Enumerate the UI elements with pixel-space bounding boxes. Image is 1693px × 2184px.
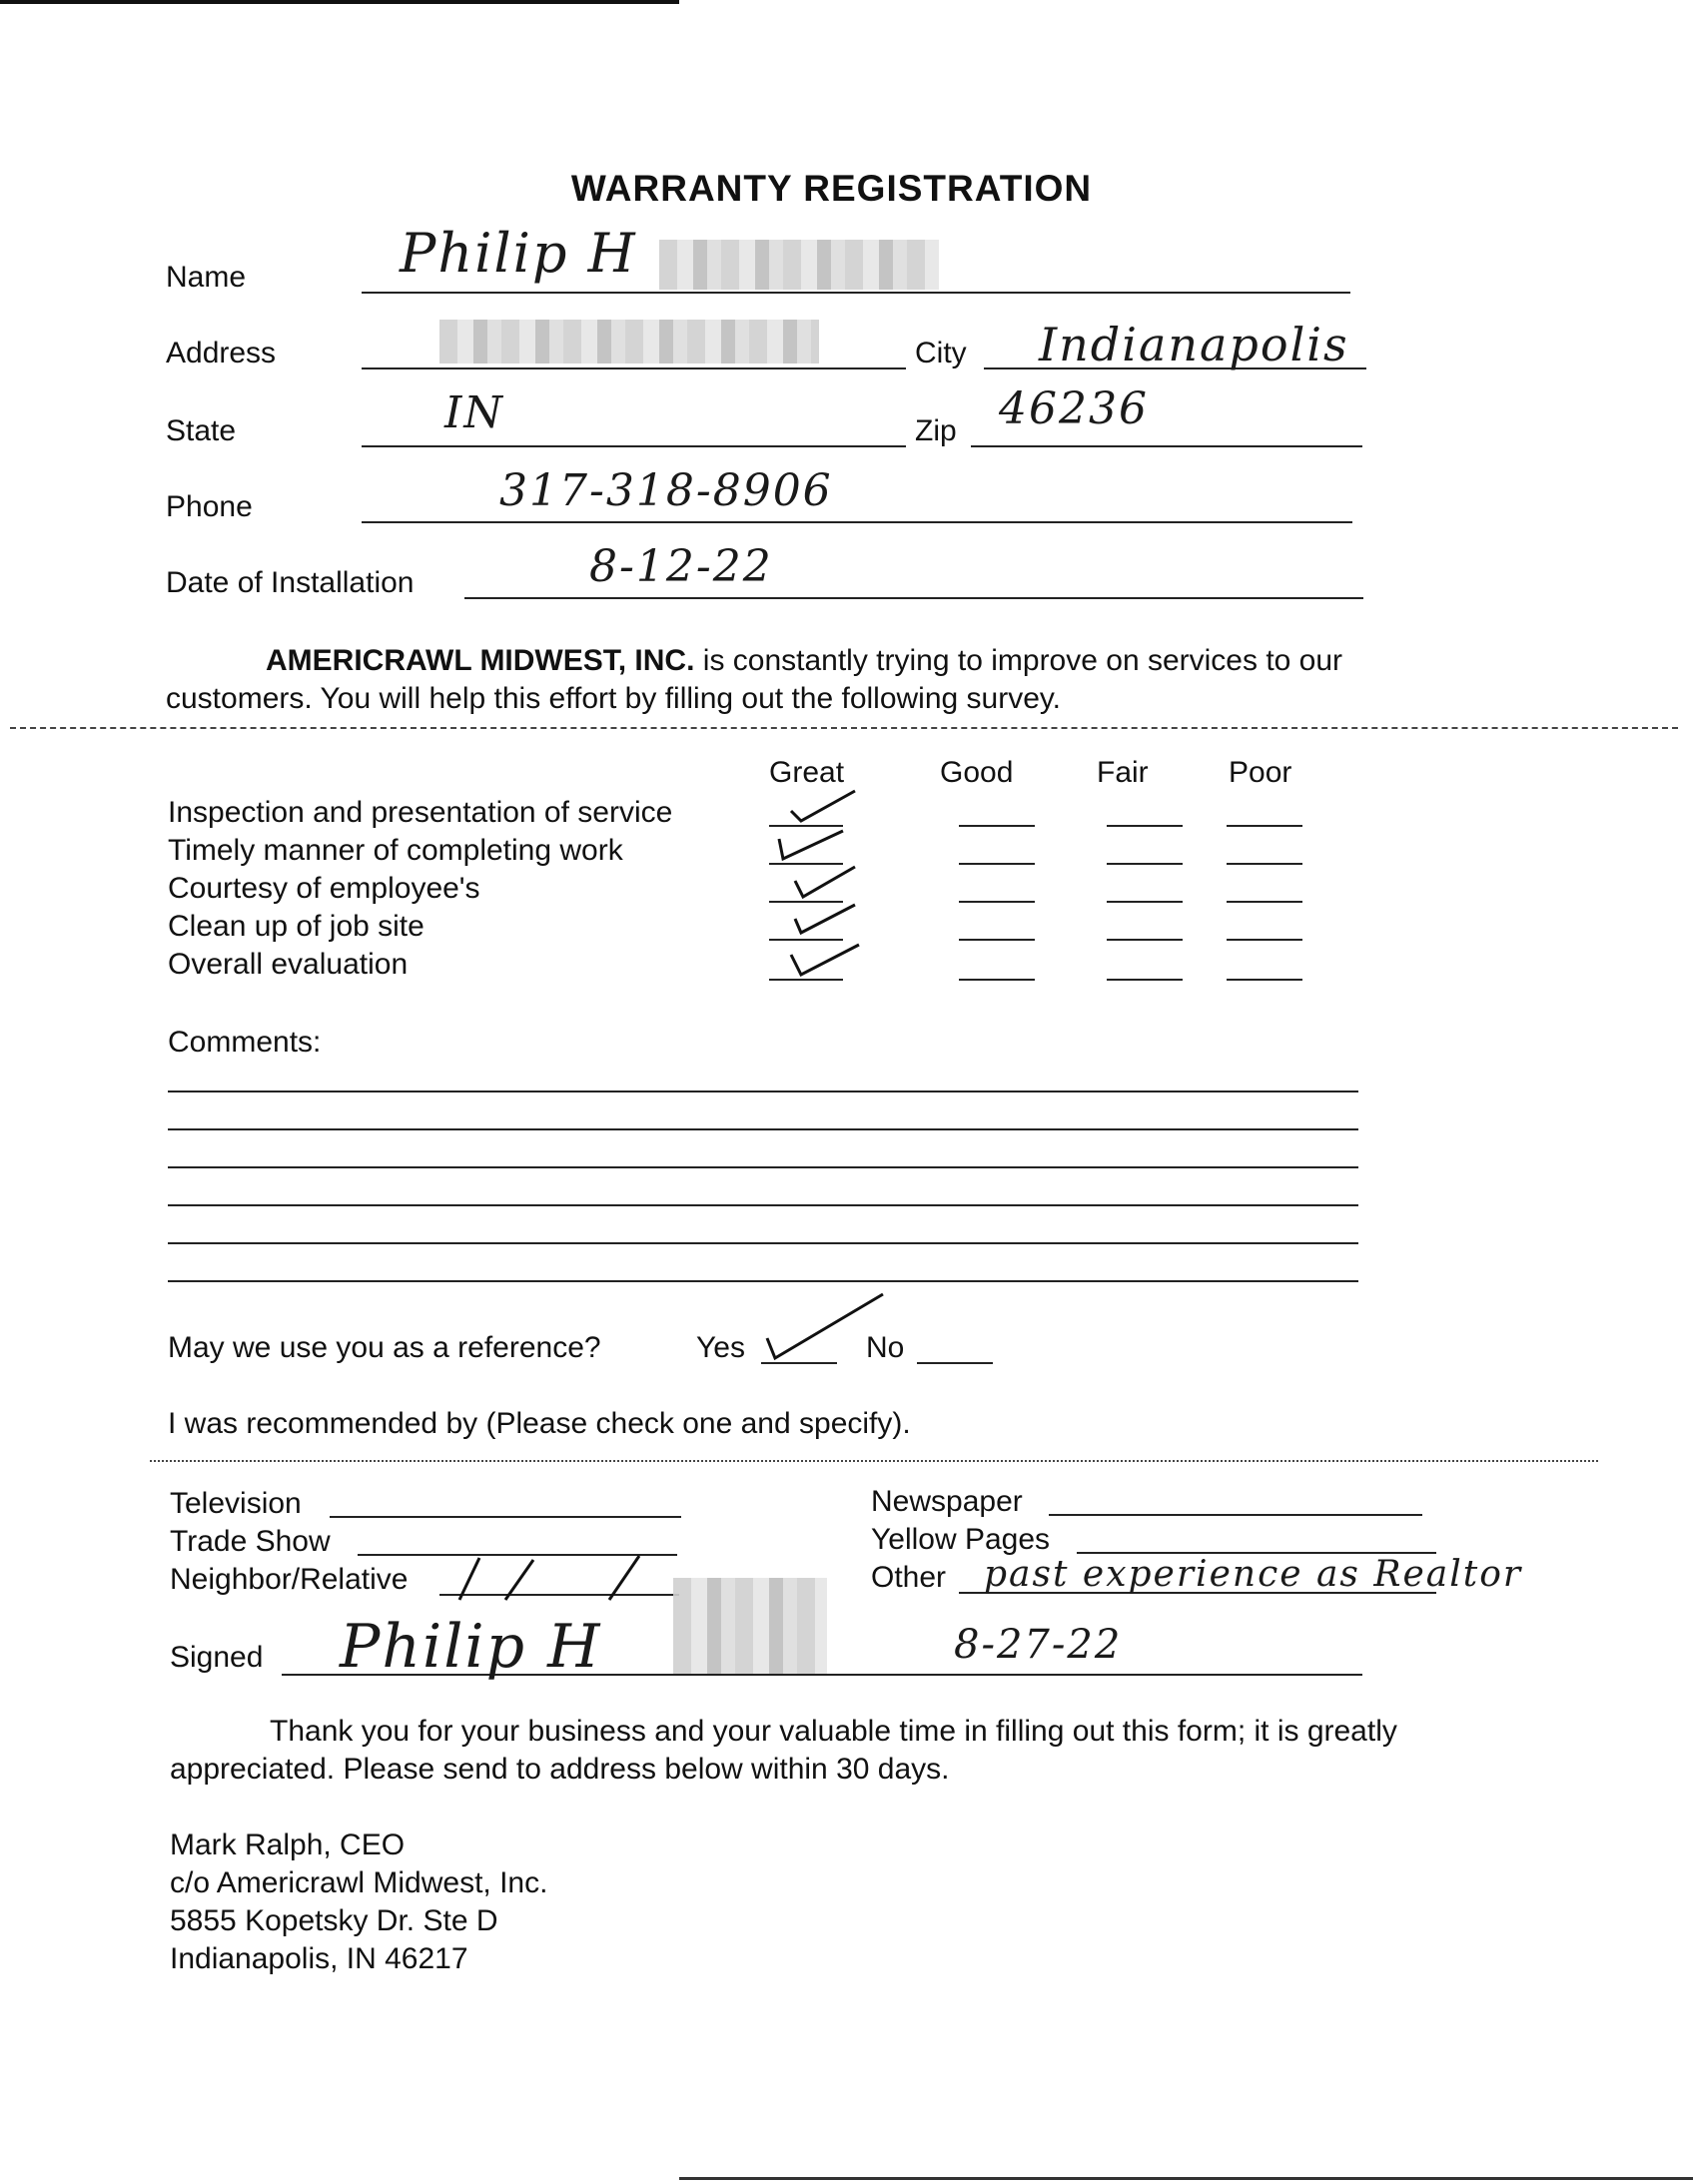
mailing-address-line: 5855 Kopetsky Dr. Ste D (170, 1904, 498, 1937)
comment-line[interactable] (168, 1166, 1358, 1168)
install-value[interactable]: 8-12-22 (589, 541, 773, 592)
city-value[interactable]: Indianapolis (1039, 318, 1349, 371)
television-label: Television (170, 1487, 302, 1520)
mailing-address-line: Indianapolis, IN 46217 (170, 1942, 468, 1975)
blank-poor-1[interactable] (1227, 825, 1302, 827)
intro-line-1 (266, 643, 1342, 679)
check-mark-icon (785, 901, 865, 941)
address-label: Address (166, 337, 277, 369)
comment-line[interactable] (168, 1128, 1358, 1130)
phone-value[interactable]: 317-318-8906 (499, 465, 833, 516)
zip-label: Zip (915, 414, 957, 447)
intro-line-2: customers. You will help this effort by filling out the following survey. (166, 682, 1062, 715)
survey-row-label: Overall evaluation (168, 948, 409, 981)
blank-poor-3[interactable] (1227, 901, 1302, 903)
comments-label: Comments: (168, 1026, 322, 1059)
fold-line-2 (150, 1460, 1598, 1462)
blank-good-3[interactable] (959, 901, 1035, 903)
col-fair: Fair (1097, 756, 1149, 789)
blank-great-5[interactable] (769, 979, 843, 981)
blank-fair-2[interactable] (1107, 863, 1183, 865)
state-label: State (166, 414, 237, 447)
check-mark-icon (785, 939, 865, 979)
comment-line[interactable] (168, 1091, 1358, 1092)
name-label: Name (166, 261, 247, 294)
zip-value[interactable]: 46236 (999, 383, 1149, 434)
mailing-address-line: Mark Ralph, CEO (170, 1828, 406, 1861)
reference-no-label: No (866, 1331, 905, 1364)
blank-poor-5[interactable] (1227, 979, 1302, 981)
reference-question: May we use you as a reference? (168, 1331, 601, 1364)
recommended-prompt: I was recommended by (Please check one and specify). (168, 1407, 911, 1440)
name-value[interactable]: Philip H (400, 222, 637, 285)
state-value[interactable]: IN (444, 387, 504, 438)
name-redaction (659, 240, 939, 290)
signed-label: Signed (170, 1641, 264, 1674)
intro-line-1-rest: is constantly trying to improve on services to our (694, 644, 1343, 677)
scan-bottom-edge (679, 2177, 1693, 2180)
fold-line-1 (10, 727, 1678, 729)
col-great: Great (769, 756, 845, 789)
install-line (464, 597, 1363, 599)
reference-yes-label: Yes (696, 1331, 745, 1364)
comment-line[interactable] (168, 1280, 1358, 1282)
blank-good-1[interactable] (959, 825, 1035, 827)
blank-good-5[interactable] (959, 979, 1035, 981)
yellow-pages-label: Yellow Pages (871, 1523, 1051, 1556)
signature-redaction (673, 1578, 827, 1674)
neighbor-label: Neighbor/Relative (170, 1563, 409, 1596)
address-redaction (439, 320, 819, 364)
phone-line (362, 521, 1352, 523)
blank-good-4[interactable] (959, 939, 1035, 941)
state-line (362, 445, 906, 447)
newspaper-blank[interactable] (1049, 1514, 1422, 1516)
signature-date[interactable]: 8-27-22 (954, 1622, 1123, 1668)
survey-row-label: Courtesy of employee's (168, 872, 480, 905)
comment-line[interactable] (168, 1204, 1358, 1206)
blank-good-2[interactable] (959, 863, 1035, 865)
check-mark-icon (769, 825, 849, 865)
install-label: Date of Installation (166, 566, 415, 599)
newspaper-label: Newspaper (871, 1485, 1023, 1518)
television-blank[interactable] (330, 1516, 681, 1518)
closing-line-1: Thank you for your business and your valuable time in filling out this form; it is greatly (270, 1715, 1397, 1748)
survey-row-label: Clean up of job site (168, 910, 424, 943)
other-label: Other (871, 1561, 947, 1594)
name-line (362, 292, 1350, 294)
blank-fair-3[interactable] (1107, 901, 1183, 903)
blank-poor-2[interactable] (1227, 863, 1302, 865)
address-line (362, 367, 906, 369)
form-title: WARRANTY REGISTRATION (570, 168, 1093, 209)
zip-line (971, 445, 1362, 447)
pen-stroke-icon (449, 1550, 659, 1606)
mailing-address-line: c/o Americrawl Midwest, Inc. (170, 1866, 548, 1899)
col-poor: Poor (1229, 756, 1292, 789)
phone-label: Phone (166, 490, 253, 523)
blank-poor-4[interactable] (1227, 939, 1302, 941)
col-good: Good (940, 756, 1014, 789)
other-value[interactable]: past experience as Realtor (984, 1554, 1523, 1595)
reference-no-blank[interactable] (917, 1362, 993, 1364)
comment-line[interactable] (168, 1242, 1358, 1244)
survey-row-label: Timely manner of completing work (168, 834, 623, 867)
check-mark-icon (785, 787, 865, 827)
check-mark-icon (785, 863, 865, 903)
trade-show-label: Trade Show (170, 1525, 331, 1558)
blank-fair-4[interactable] (1107, 939, 1183, 941)
company-name: AMERICRAWL MIDWEST, INC. (266, 644, 695, 677)
blank-fair-5[interactable] (1107, 979, 1183, 981)
city-label: City (915, 337, 967, 369)
closing-line-2: appreciated. Please send to address below within 30 days. (170, 1753, 950, 1786)
survey-row-label: Inspection and presentation of service (168, 796, 673, 829)
signature-value[interactable]: Philip H (340, 1612, 602, 1682)
scan-top-edge (0, 0, 679, 4)
blank-fair-1[interactable] (1107, 825, 1183, 827)
